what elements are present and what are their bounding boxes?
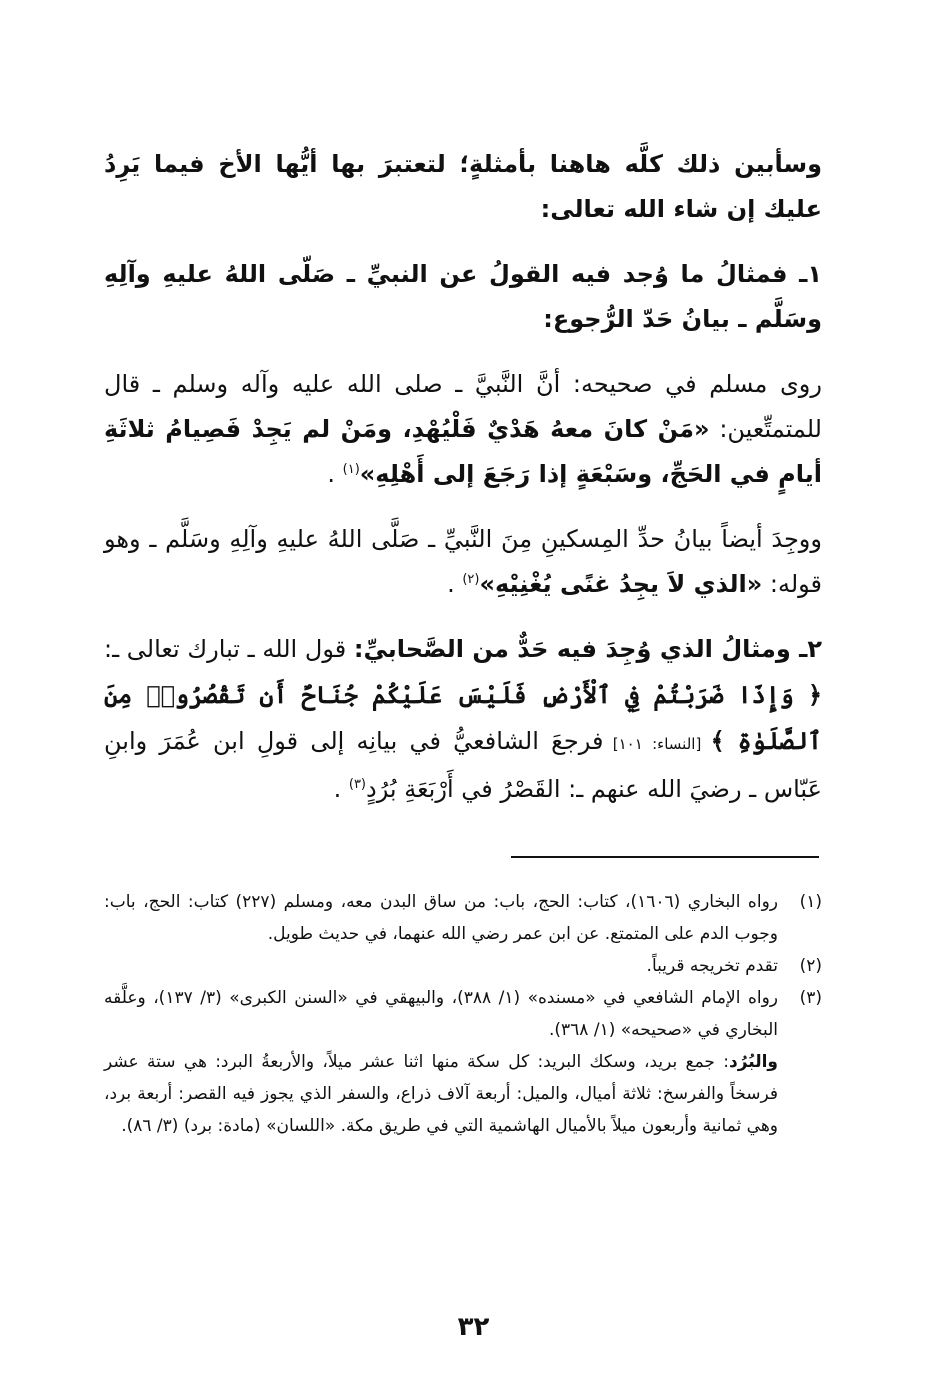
gloss-term: والبُرُد <box>728 1052 778 1072</box>
example-poor-end: . <box>447 570 463 598</box>
example2-end: . <box>333 775 349 803</box>
footnote-text: تقدم تخريجه قريباً. <box>646 956 778 976</box>
footnote-ref-3: (٣) <box>348 777 366 792</box>
example1-paragraph <box>104 362 822 497</box>
footnote-number: (١) <box>799 892 822 912</box>
footnote-item <box>104 982 822 1046</box>
footnote-text: رواه البخاري (١٦٠٦)، كتاب: الحج، باب: من ساق البدن معه، ومسلم (٢٢٧) كتاب: الحج، باب: وجوب الدم على المتمتع. عن ابن عمر رضي الله عنهما، في حديث طويل. <box>104 892 778 944</box>
hadith-quote-1: «مَنْ كانَ معهُ هَدْيٌ فَلْيُهْدِ، ومَنْ لم يَجِدْ فَصِيامُ ثلاثَةِ أيامٍ في الحَجِّ، وسَبْعَةٍ إذا رَجَعَ إلى أَهْلِهِ» <box>104 415 822 488</box>
example2-heading: ٢ـ ومثالُ الذي وُجِدَ فيه حَدٌّ من الصَّحابيِّ: <box>353 635 823 663</box>
page-number: ٣٢ <box>457 1312 490 1342</box>
example-poor-paragraph <box>104 517 822 607</box>
footnote-ref-1: (١) <box>342 462 360 477</box>
footnote-item <box>104 886 822 950</box>
intro-paragraph <box>104 142 822 232</box>
example2-paragraph <box>104 627 822 812</box>
example1-heading-text: ١ـ فمثالُ ما وُجد فيه القولُ عن النبيِّ ـ صَلّى اللهُ عليهِ وآلِهِ وسَلَّم ـ بيانُ حَدّ الرُّجوع: <box>104 260 822 333</box>
quran-verse: ﴿ وَإِذَا ضَرَبْتُمْ فِي ٱلْأَرْضِ فَلَيْسَ عَلَيْكُمْ جُنَاحٌ أَن تَقْصُرُوا۟ مِنَ ٱلصَّلَوٰةِ ﴾ <box>104 680 822 755</box>
intro-text: وسأبين ذلك كلَّه هاهنا بأمثلةٍ؛ لتعتبرَ بها أيُّها الأخ فيما يَرِدُ عليك إن شاء الله تعالى: <box>104 150 822 223</box>
example2-rest: فرجعَ الشافعيُّ في بيانِه إلى قولِ ابن عُمَرَ وابنِ عَبّاس ـ رضيَ الله عنهم ـ: <box>104 727 822 803</box>
example1-end: . <box>327 460 343 488</box>
hadith-quote-2: «الذي لاَ يجِدُ غنًى يُغْنِيْهِ» <box>479 570 763 598</box>
example1-lead: روى مسلم في صحيحه: أنَّ النَّبيَّ ـ صلى الله عليه وآله وسلم ـ قال للمتمتِّعين: <box>104 370 822 443</box>
example2-lead: قول الله ـ تبارك تعالى ـ: <box>104 635 354 663</box>
verse-reference: [النساء: ١٠١] <box>603 735 711 753</box>
example2-quote: القَصْرُ في أَرْبَعَةِ بُرُدٍ <box>366 775 561 803</box>
example-poor-lead: ووجِدَ أيضاً بيانُ حدِّ المِسكينِ مِنَ النَّبيِّ ـ صَلَّى اللهُ عليهِ وآلِهِ وسَلَّم ـ وهو قوله: <box>104 525 822 598</box>
footnote-number: (٢) <box>799 956 822 976</box>
footnote-number: (٣) <box>799 988 822 1008</box>
footnote-item <box>104 950 822 982</box>
gloss-text: : جمع بريد، وسكك البريد: كل سكة منها اثنا عشر ميلاً، والأربعةُ البرد: هي ستة عشر فرسخاً والفرسخ: ثلاثة أميال، والميل: أربعة آلاف ذراع، والسفر الذي يجوز فيه القصر: أربعة برد، وهي ثمانية وأربعون ميلاً بالأميال الهاشمية التي في طريق مكة. «اللسان» (مادة: برد) (٣/ ٨٦). <box>104 1052 778 1136</box>
footnote-text: رواه الإمام الشافعي في «مسنده» (١/ ٣٨٨)، والبيهقي في «السنن الكبرى» (٣/ ١٣٧)، وعلَّقه البخاري في «صحيحه» (١/ ٣٦٨). <box>104 988 778 1040</box>
footnote-ref-2: (٢) <box>462 572 480 587</box>
footnote-separator <box>511 856 819 858</box>
footnotes <box>104 886 822 1142</box>
main-text <box>104 142 822 832</box>
footnote-gloss <box>104 1046 778 1142</box>
example1-heading <box>104 252 822 342</box>
